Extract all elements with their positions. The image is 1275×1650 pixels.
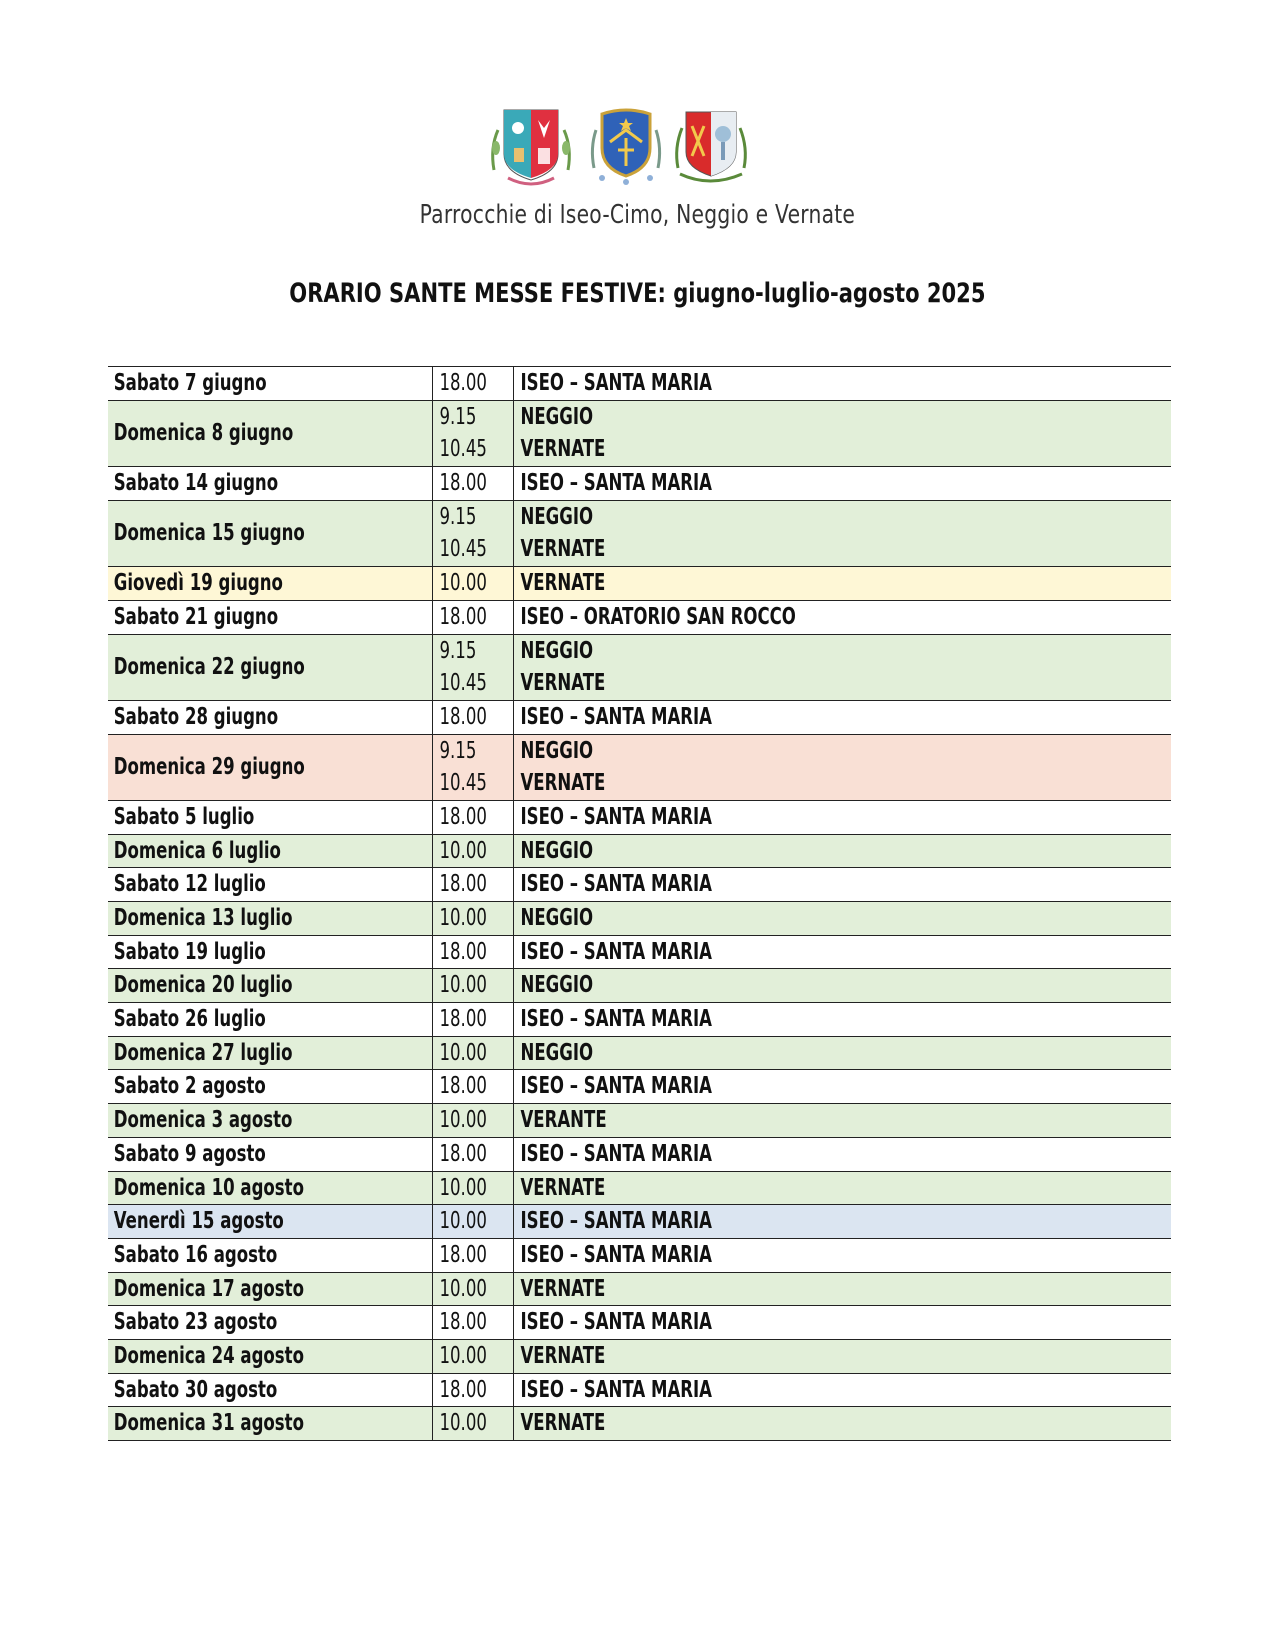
time-cell (432, 1003, 513, 1037)
mass-time: 18.00 (438, 1073, 487, 1100)
mass-time: 9.15 (438, 403, 476, 430)
place-cell (513, 600, 1171, 634)
day-label: Domenica 13 luglio (113, 905, 293, 931)
mass-location: VERNATE (519, 536, 605, 563)
mass-time: 10.00 (438, 837, 487, 864)
schedule-row (108, 969, 1171, 1003)
mass-location: NEGGIO (519, 905, 593, 931)
mass-time: 10.00 (438, 972, 487, 999)
mass-location: VERNATE (519, 1410, 605, 1437)
place-cell (513, 367, 1171, 401)
place-cell (513, 567, 1171, 601)
time-cell (432, 700, 513, 734)
day-cell (108, 634, 432, 700)
mass-time: 10.45 (438, 670, 487, 697)
day-label: Domenica 8 giugno (113, 420, 294, 447)
mass-time: 10.00 (438, 1174, 487, 1201)
mass-location: NEGGIO (519, 972, 593, 999)
day-cell (108, 1373, 432, 1407)
day-cell (108, 1036, 432, 1070)
mass-time: 10.45 (438, 436, 487, 463)
place-cell (513, 400, 1171, 466)
day-label: Sabato 9 agosto (113, 1140, 266, 1167)
time-cell (432, 1238, 513, 1272)
mass-time: 10.45 (438, 770, 487, 797)
schedule-row (108, 567, 1171, 601)
schedule-row (108, 600, 1171, 634)
place-cell (513, 834, 1171, 868)
mass-location: ISEO – SANTA MARIA (519, 1208, 712, 1235)
mass-location: ISEO – SANTA MARIA (519, 703, 712, 730)
day-label: Domenica 22 giugno (113, 653, 305, 680)
mass-time: 18.00 (438, 1140, 487, 1167)
day-cell (108, 902, 432, 936)
mass-location: VERNATE (519, 1275, 605, 1302)
day-label: Sabato 19 luglio (113, 938, 266, 965)
time-cell (432, 367, 513, 401)
day-cell (108, 1407, 432, 1441)
mass-location: NEGGIO (519, 737, 593, 764)
mass-time: 18.00 (438, 470, 487, 497)
day-cell (108, 800, 432, 834)
time-cell (432, 800, 513, 834)
schedule-row (108, 700, 1171, 734)
day-label: Sabato 23 agosto (113, 1309, 278, 1336)
day-label: Domenica 20 luglio (113, 972, 293, 999)
mass-time: 9.15 (438, 637, 476, 664)
time-cell (432, 600, 513, 634)
time-cell (432, 1373, 513, 1407)
title-period: giugno-luglio-agosto 2025 (673, 278, 986, 309)
schedule-row (108, 1238, 1171, 1272)
day-label: Domenica 10 agosto (113, 1174, 304, 1201)
schedule-row (108, 1036, 1171, 1070)
day-cell (108, 935, 432, 969)
mass-location: ISEO – SANTA MARIA (519, 1309, 712, 1336)
day-cell (108, 1137, 432, 1171)
time-cell (432, 935, 513, 969)
mass-time: 18.00 (438, 1376, 487, 1403)
mass-time: 10.00 (438, 1208, 487, 1235)
place-cell (513, 700, 1171, 734)
day-cell (108, 567, 432, 601)
time-cell (432, 567, 513, 601)
time-cell (432, 1339, 513, 1373)
place-cell (513, 800, 1171, 834)
place-cell (513, 969, 1171, 1003)
day-cell (108, 600, 432, 634)
day-cell (108, 367, 432, 401)
mass-location: ISEO – SANTA MARIA (519, 803, 712, 830)
place-cell (513, 1306, 1171, 1340)
day-cell (108, 1272, 432, 1306)
day-cell (108, 1003, 432, 1037)
mass-location: NEGGIO (519, 1039, 593, 1066)
mass-time: 10.00 (438, 1275, 487, 1302)
mass-location: ISEO – SANTA MARIA (519, 1241, 712, 1268)
time-cell (432, 1171, 513, 1205)
time-cell (432, 1104, 513, 1138)
schedule-row (108, 1070, 1171, 1104)
place-cell (513, 1339, 1171, 1373)
day-label: Domenica 3 agosto (113, 1107, 293, 1134)
mass-time: 9.15 (438, 737, 476, 764)
mass-time: 9.15 (438, 503, 476, 530)
schedule-row (108, 1407, 1171, 1441)
time-cell (432, 1070, 513, 1104)
day-label: Domenica 31 agosto (113, 1410, 304, 1437)
place-cell (513, 1238, 1171, 1272)
day-label: Sabato 14 giugno (113, 470, 279, 497)
day-cell (108, 1205, 432, 1239)
day-label: Sabato 12 luglio (113, 871, 266, 898)
day-label: Sabato 26 luglio (113, 1006, 266, 1033)
schedule-row (108, 1171, 1171, 1205)
schedule-row (108, 902, 1171, 936)
parish-heading: Parrocchie di Iseo-Cimo, Neggio e Vernate (419, 200, 856, 230)
time-cell (432, 969, 513, 1003)
title-main: ORARIO SANTE MESSE FESTIVE: (289, 278, 666, 309)
time-cell (432, 500, 513, 566)
day-cell (108, 1171, 432, 1205)
day-cell (108, 834, 432, 868)
day-label: Domenica 15 giugno (113, 520, 305, 547)
day-label: Sabato 16 agosto (113, 1241, 278, 1268)
day-label: Domenica 27 luglio (113, 1039, 293, 1066)
time-cell (432, 1272, 513, 1306)
place-cell (513, 902, 1171, 936)
schedule-row (108, 935, 1171, 969)
time-cell (432, 1306, 513, 1340)
day-label: Venerdì 15 agosto (113, 1208, 284, 1235)
mass-time: 18.00 (438, 1006, 487, 1033)
mass-time: 18.00 (438, 871, 487, 898)
schedule-row (108, 1339, 1171, 1373)
day-label: Domenica 17 agosto (113, 1275, 304, 1302)
place-cell (513, 1104, 1171, 1138)
day-label: Sabato 5 luglio (113, 803, 255, 830)
mass-time: 18.00 (438, 703, 487, 730)
place-cell (513, 634, 1171, 700)
crest-neggio-icon (588, 108, 664, 188)
day-label: Domenica 29 giugno (113, 753, 305, 780)
place-cell (513, 1373, 1171, 1407)
place-cell (513, 1205, 1171, 1239)
schedule-row (108, 500, 1171, 566)
schedule-row (108, 1137, 1171, 1171)
parish-crests (488, 108, 788, 188)
mass-time: 10.00 (438, 1039, 487, 1066)
schedule-row (108, 1373, 1171, 1407)
place-cell (513, 1171, 1171, 1205)
mass-location: ISEO – SANTA MARIA (519, 938, 712, 965)
mass-schedule-table (108, 366, 1171, 1441)
schedule-row (108, 1306, 1171, 1340)
place-cell (513, 1272, 1171, 1306)
day-label: Giovedì 19 giugno (113, 570, 283, 597)
mass-location: NEGGIO (519, 403, 593, 430)
day-cell (108, 400, 432, 466)
mass-location: VERNATE (519, 1342, 605, 1369)
schedule-row (108, 467, 1171, 501)
mass-location: NEGGIO (519, 503, 593, 530)
schedule-row (108, 834, 1171, 868)
time-cell (432, 834, 513, 868)
mass-location: ISEO – SANTA MARIA (519, 470, 712, 497)
time-cell (432, 467, 513, 501)
time-cell (432, 868, 513, 902)
day-cell (108, 868, 432, 902)
day-cell (108, 500, 432, 566)
mass-location: ISEO – SANTA MARIA (519, 1073, 712, 1100)
mass-time: 18.00 (438, 1309, 487, 1336)
day-cell (108, 969, 432, 1003)
mass-location: ISEO – SANTA MARIA (519, 1140, 712, 1167)
mass-location: NEGGIO (519, 637, 593, 664)
mass-location: ISEO – SANTA MARIA (519, 1006, 712, 1033)
day-cell (108, 1104, 432, 1138)
mass-time: 10.00 (438, 570, 487, 597)
schedule-row (108, 400, 1171, 466)
page-title (140, 278, 1134, 309)
place-cell (513, 1003, 1171, 1037)
place-cell (513, 935, 1171, 969)
schedule-row (108, 1205, 1171, 1239)
crest-vernate-icon (670, 108, 752, 188)
day-label: Sabato 30 agosto (113, 1376, 278, 1403)
mass-location: ISEO – SANTA MARIA (519, 1376, 712, 1403)
schedule-row (108, 367, 1171, 401)
time-cell (432, 1407, 513, 1441)
mass-location: VERANTE (519, 1107, 607, 1134)
place-cell (513, 467, 1171, 501)
time-cell (432, 634, 513, 700)
day-cell (108, 1339, 432, 1373)
mass-location: VERNATE (519, 1174, 605, 1201)
place-cell (513, 1036, 1171, 1070)
day-cell (108, 467, 432, 501)
time-cell (432, 400, 513, 466)
day-cell (108, 1306, 432, 1340)
time-cell (432, 734, 513, 800)
day-label: Sabato 21 giugno (113, 603, 279, 630)
day-label: Sabato 7 giugno (113, 370, 267, 396)
mass-location: VERNATE (519, 570, 605, 597)
day-label: Domenica 6 luglio (113, 837, 281, 864)
mass-location: ISEO – SANTA MARIA (519, 370, 712, 396)
mass-time: 10.00 (438, 1410, 487, 1437)
schedule-row (108, 1003, 1171, 1037)
time-cell (432, 1137, 513, 1171)
schedule-row (108, 800, 1171, 834)
mass-time: 10.00 (438, 1107, 487, 1134)
mass-time: 10.00 (438, 905, 487, 931)
mass-time: 18.00 (438, 1241, 487, 1268)
crest-iseo-cimo-icon (488, 108, 574, 188)
place-cell (513, 1407, 1171, 1441)
schedule-row (108, 1104, 1171, 1138)
mass-time: 18.00 (438, 370, 487, 396)
mass-location: VERNATE (519, 670, 605, 697)
mass-location: NEGGIO (519, 837, 593, 864)
time-cell (432, 1205, 513, 1239)
schedule-row (108, 1272, 1171, 1306)
day-cell (108, 734, 432, 800)
schedule-row (108, 734, 1171, 800)
mass-location: ISEO – SANTA MARIA (519, 871, 712, 898)
day-label: Domenica 24 agosto (113, 1342, 304, 1369)
day-cell (108, 1070, 432, 1104)
day-label: Sabato 28 giugno (113, 703, 279, 730)
mass-time: 10.00 (438, 1342, 487, 1369)
mass-time: 18.00 (438, 938, 487, 965)
day-cell (108, 700, 432, 734)
mass-location: VERNATE (519, 436, 605, 463)
mass-location: VERNATE (519, 770, 605, 797)
time-cell (432, 1036, 513, 1070)
place-cell (513, 734, 1171, 800)
place-cell (513, 1137, 1171, 1171)
place-cell (513, 868, 1171, 902)
mass-time: 18.00 (438, 803, 487, 830)
schedule-row (108, 868, 1171, 902)
time-cell (432, 902, 513, 936)
day-label: Sabato 2 agosto (113, 1073, 266, 1100)
schedule-row (108, 634, 1171, 700)
place-cell (513, 1070, 1171, 1104)
mass-time: 18.00 (438, 603, 487, 630)
day-cell (108, 1238, 432, 1272)
mass-location: ISEO – ORATORIO SAN ROCCO (519, 603, 796, 630)
mass-time: 10.45 (438, 536, 487, 563)
place-cell (513, 500, 1171, 566)
